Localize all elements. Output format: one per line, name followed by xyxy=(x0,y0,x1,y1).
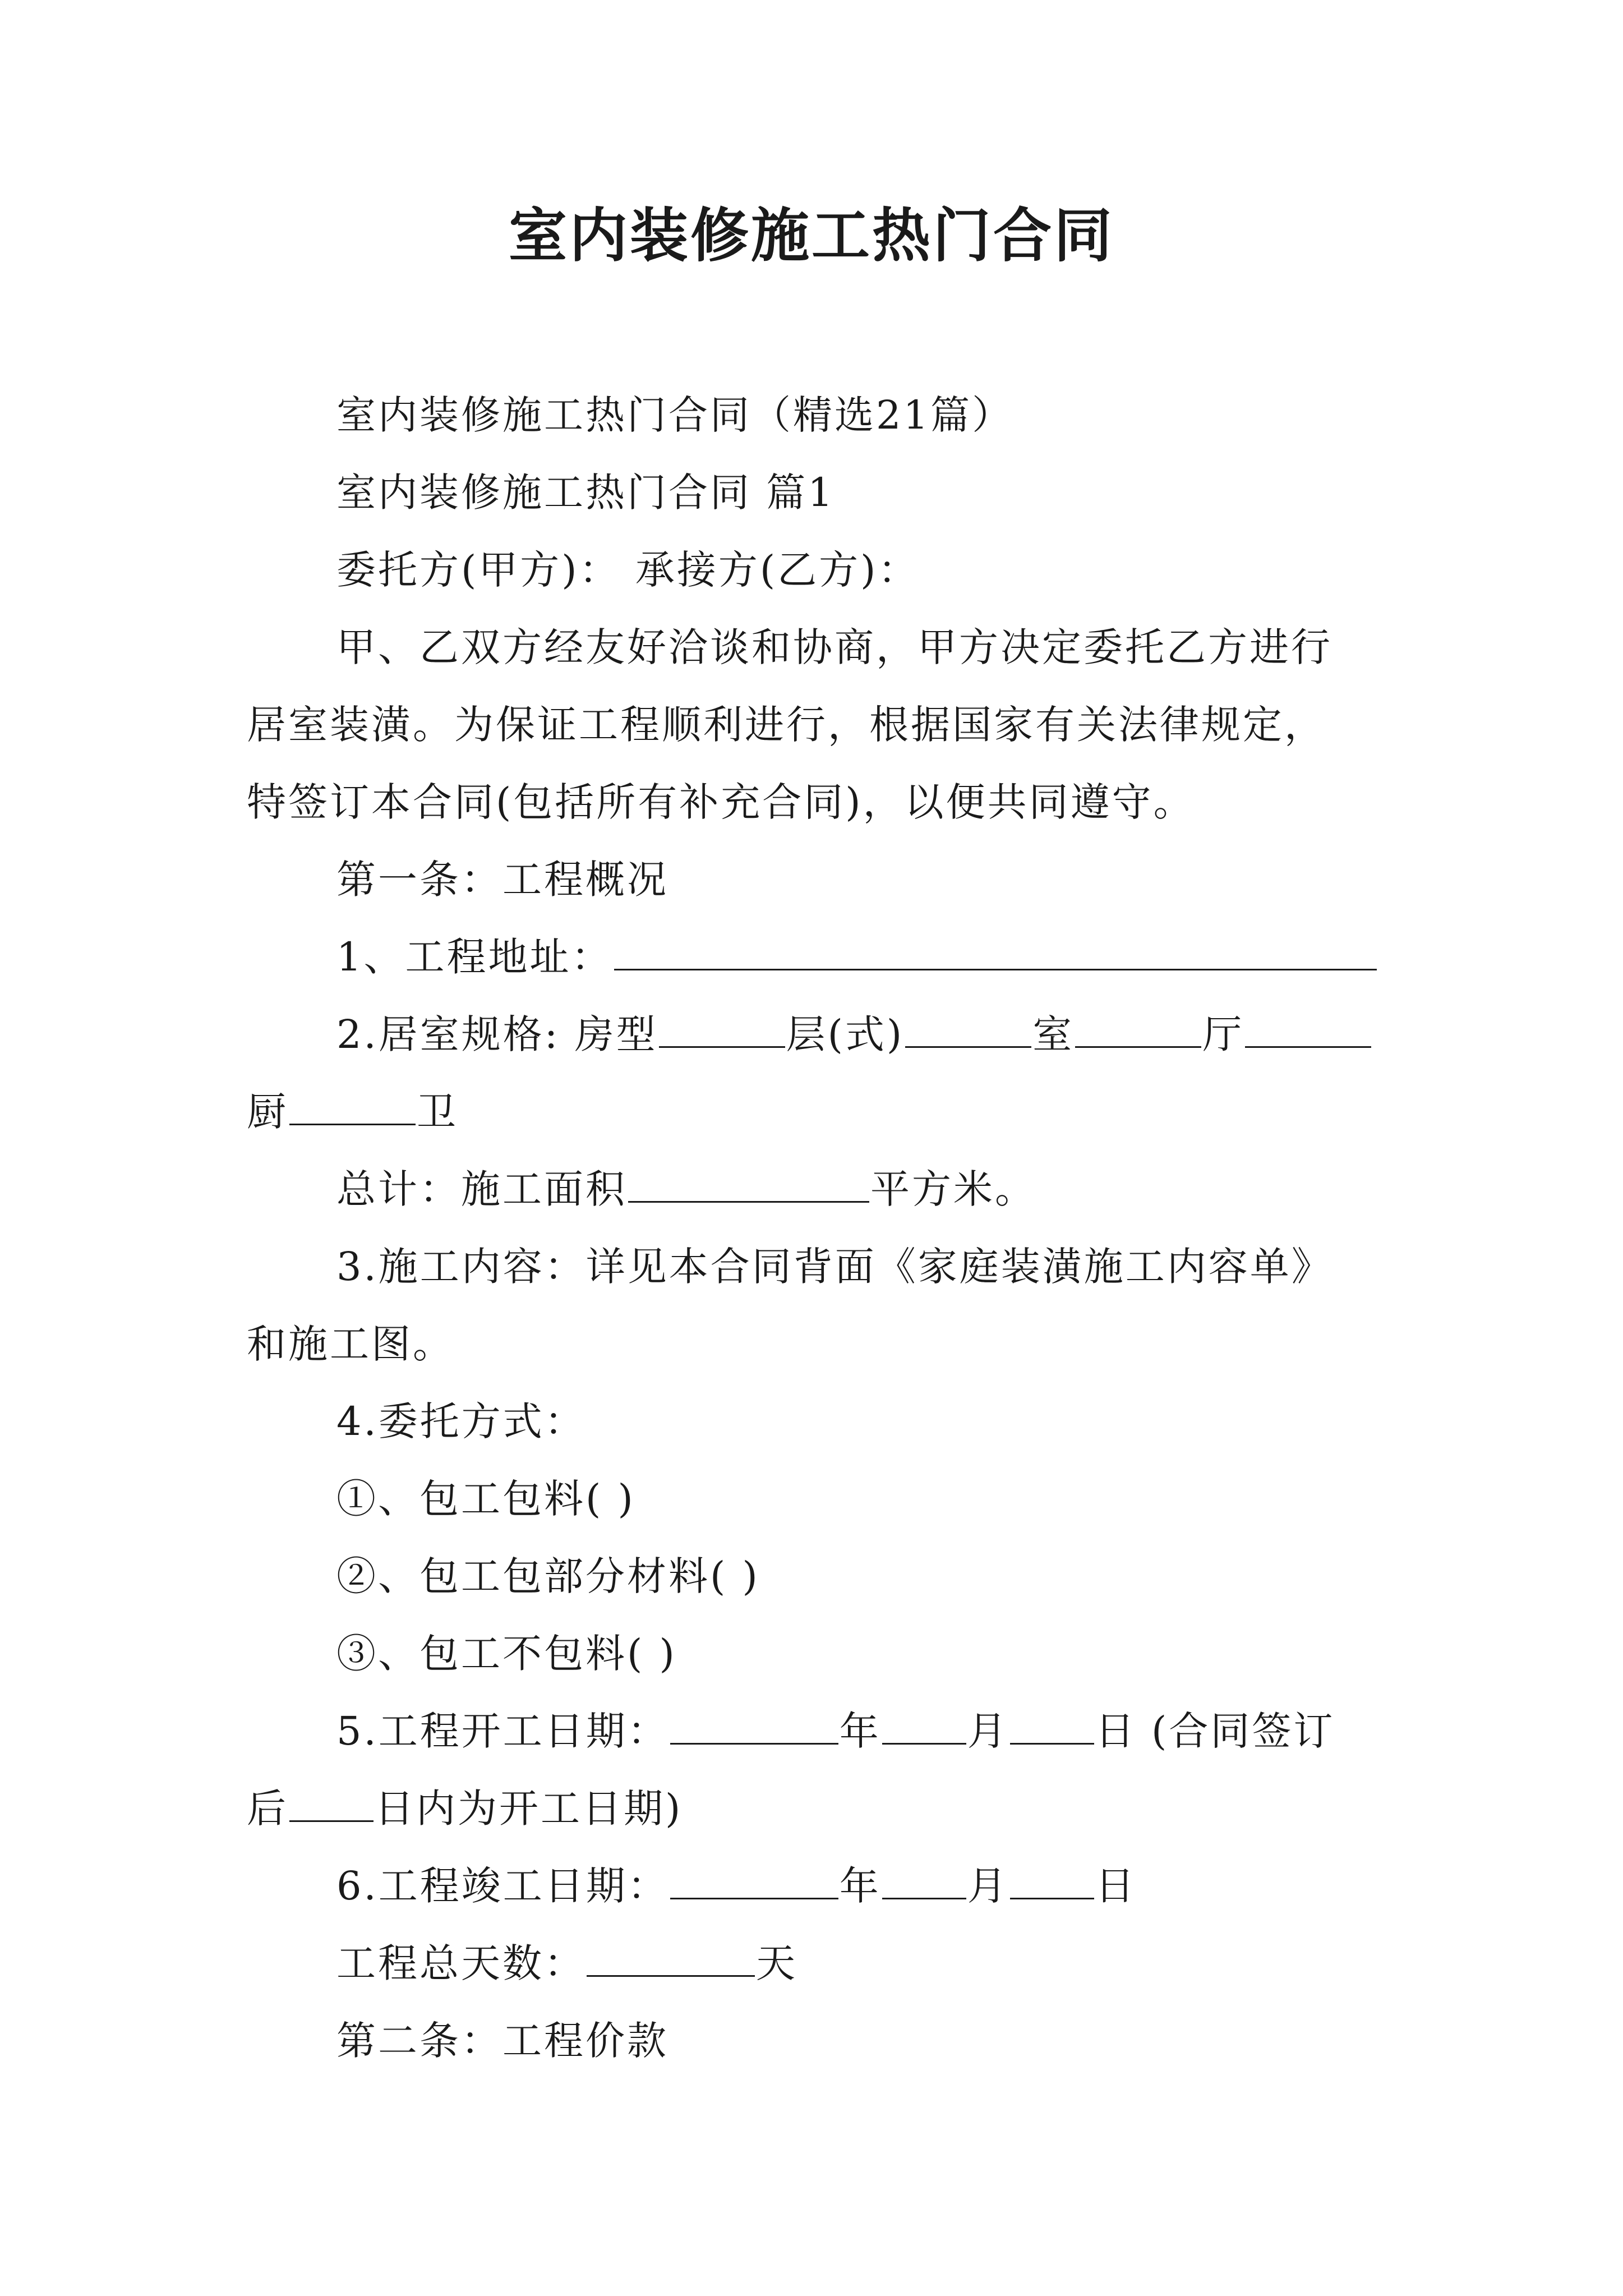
subtitle: 室内装修施工热门合同（精选21篇） xyxy=(336,392,1014,438)
item-3-line-1: 3.施工内容：详见本合同背面《家庭装潢施工内容单》 xyxy=(336,1244,1333,1290)
intro-paragraph-line-2: 居室装潢。为保证工程顺利进行，根据国家有关法律规定， xyxy=(247,702,1326,748)
start-year-label: 年 xyxy=(839,1708,881,1754)
article-2-heading: 第二条：工程价款 xyxy=(336,2018,668,2064)
start-day-label: 日 (合同签订 xyxy=(1095,1708,1335,1754)
total-area xyxy=(336,1161,1036,1217)
total-area-blank xyxy=(628,1162,869,1203)
option-3: ③、包工不包料( ) xyxy=(336,1631,677,1677)
section-heading: 室内装修施工热门合同 篇1 xyxy=(336,470,835,516)
start-month-label: 月 xyxy=(967,1708,1009,1754)
layout-label: 2.居室规格: 房型 xyxy=(336,1011,658,1057)
item-2-layout-continued xyxy=(247,1084,458,1140)
layout-floor-label: 层(式) xyxy=(786,1011,905,1057)
end-year-blank xyxy=(670,1858,838,1899)
total-days-blank xyxy=(587,1936,755,1977)
item-2-layout xyxy=(336,1006,1372,1062)
layout-kitchen-label: 厨 xyxy=(247,1089,288,1135)
layout-room-label: 室 xyxy=(1032,1011,1075,1057)
end-day-blank xyxy=(1010,1858,1094,1899)
intro-paragraph-line-1: 甲、乙双方经友好洽谈和协商，甲方决定委托乙方进行 xyxy=(336,624,1332,670)
document-title: 室内装修施工热门合同 xyxy=(508,201,1114,270)
total-days-label: 工程总天数： xyxy=(336,1940,585,1986)
item-5-continued xyxy=(247,1780,683,1837)
layout-hall-blank xyxy=(1245,1007,1371,1048)
start-days-label: 日内为开工日期) xyxy=(375,1786,683,1832)
address-blank xyxy=(614,930,1377,970)
total-area-unit: 平方米。 xyxy=(870,1166,1036,1212)
item-3-line-2: 和施工图。 xyxy=(247,1321,454,1367)
end-month-label: 月 xyxy=(967,1863,1009,1909)
article-1-heading: 第一条：工程概况 xyxy=(336,857,668,903)
start-day-blank xyxy=(1010,1704,1094,1745)
start-date-label: 5.工程开工日期： xyxy=(336,1708,669,1754)
total-area-label: 总计：施工面积 xyxy=(336,1166,627,1212)
parties-line: 委托方(甲方)： 承接方(乙方)： xyxy=(336,547,920,593)
option-1: ①、包工包料( ) xyxy=(336,1476,635,1522)
item-4-heading: 4.委托方式： xyxy=(336,1398,586,1444)
start-year-blank xyxy=(670,1704,838,1745)
end-month-blank xyxy=(882,1858,966,1899)
end-day-label: 日 xyxy=(1095,1863,1137,1909)
start-after-label: 后 xyxy=(247,1786,288,1832)
total-days-unit: 天 xyxy=(756,1940,797,1986)
total-days xyxy=(336,1935,797,1991)
item-5-start-date xyxy=(336,1703,1335,1759)
intro-paragraph-line-3: 特签订本合同(包括所有补充合同)，以便共同遵守。 xyxy=(247,779,1195,825)
start-days-blank xyxy=(289,1781,374,1822)
layout-floor-blank xyxy=(905,1007,1031,1048)
end-year-label: 年 xyxy=(839,1863,881,1909)
end-date-label: 6.工程竣工日期： xyxy=(336,1863,669,1909)
layout-room-blank xyxy=(1075,1007,1201,1048)
start-month-blank xyxy=(882,1704,966,1745)
layout-hall-label: 厅 xyxy=(1202,1011,1244,1057)
layout-bath-label: 卫 xyxy=(417,1089,458,1135)
layout-type-blank xyxy=(659,1007,785,1048)
option-2: ②、包工包部分材料( ) xyxy=(336,1553,760,1599)
item-6-end-date xyxy=(336,1858,1137,1914)
item-1-address xyxy=(336,929,1378,985)
layout-kitchen-blank xyxy=(289,1084,416,1125)
address-label: 1、工程地址： xyxy=(336,934,613,980)
